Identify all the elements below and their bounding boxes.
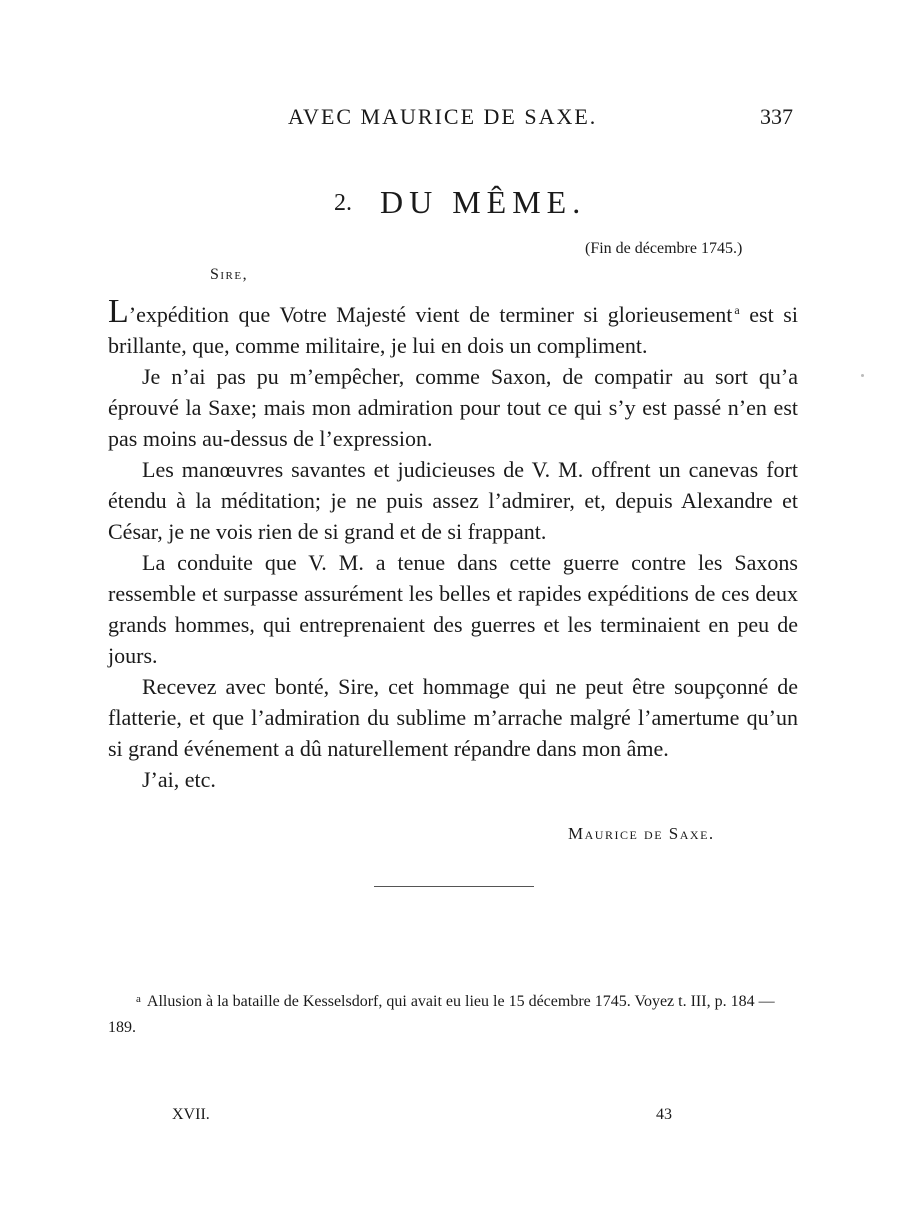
- paper-speck: [861, 374, 864, 377]
- letter-title: DU MÊME.: [380, 184, 587, 220]
- signature: Maurice de Saxe.: [568, 824, 715, 843]
- drop-cap: L: [108, 293, 129, 330]
- footnote: [108, 986, 798, 1041]
- letter-date: (Fin de décembre 1745.): [585, 240, 743, 257]
- salutation: Sire,: [210, 266, 249, 283]
- footnote-marker: a: [136, 993, 141, 1005]
- paragraph-5: Recevez avec bonté, Sire, cet hommage qui ne peut être soupçonné de flatterie, et que l’admiration du sublime m’arrache malgré l’amertume qu’un si grand événement a dû naturellement répandre dans mon âme.: [108, 674, 798, 761]
- paragraph-1-text: ’expédition que Votre Majesté vient de terminer si glorieusement: [128, 302, 733, 327]
- letter-number: 2.: [334, 190, 352, 216]
- footnote-text: Allusion à la bataille de Kesselsdorf, qui avait eu lieu le 15 décembre 1745. Voyez t. III, p. 184 — 189.: [108, 993, 775, 1036]
- letter-body: [108, 295, 798, 795]
- paragraph-2: Je n’ai pas pu m’empêcher, comme Saxon, de compatir au sort qu’a éprouvé la Saxe; mais mon admiration pour tout ce qui s’y est passé n’en est pas moins au-dessus de l’expression.: [108, 364, 798, 451]
- paragraph-4: La conduite que V. M. a tenue dans cette guerre contre les Saxons ressemble et surpasse assurément les belles et rapides expéditions de ces deux grands hommes, qui entreprenaient des guerres et les terminaient en peu de jours.: [108, 550, 798, 668]
- separator-rule: [374, 886, 534, 887]
- volume-mark: XVII.: [172, 1106, 210, 1123]
- page-number: 337: [760, 104, 793, 129]
- paragraph-3: Les manœuvres savantes et judicieuses de V. M. offrent un canevas fort étendu à la méditation; je ne puis assez l’admirer, et, depuis Alexandre et César, je ne vois rien de si grand et de si frappant.: [108, 457, 798, 544]
- running-head: AVEC MAURICE DE SAXE.: [288, 104, 598, 129]
- paragraph-1: [108, 295, 798, 361]
- closing: J’ai, etc.: [142, 767, 216, 792]
- footnote-reference: a: [734, 303, 740, 317]
- signature-mark: 43: [656, 1106, 672, 1123]
- paragraph-1-end: est si brillante, que, comme militaire, je lui en dois un compliment.: [108, 302, 798, 358]
